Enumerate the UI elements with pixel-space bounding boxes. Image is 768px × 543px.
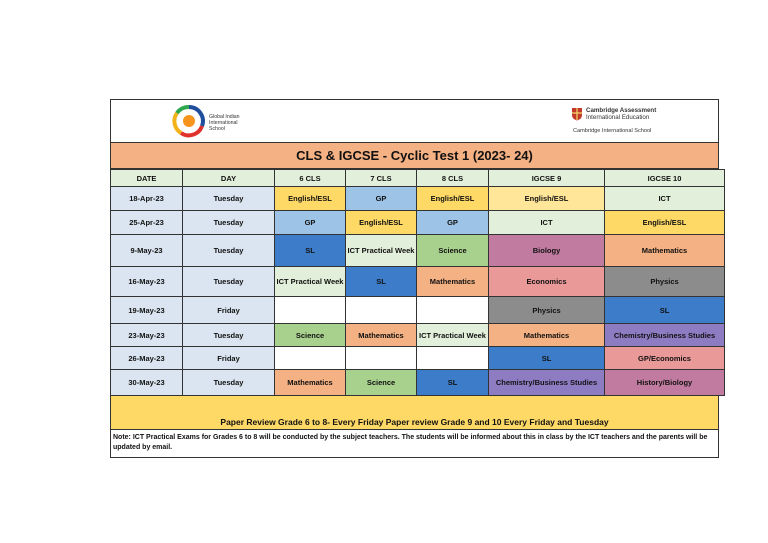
table-cell: Mathematics bbox=[275, 370, 346, 396]
school-name-line: Global Indian bbox=[209, 114, 240, 120]
table-cell: English/ESL bbox=[605, 211, 725, 235]
table-cell: ICT Practical Week bbox=[417, 324, 489, 347]
cambridge-line2: International Education bbox=[586, 114, 650, 121]
table-cell: SL bbox=[346, 267, 417, 297]
table-cell: GP/Economics bbox=[605, 347, 725, 370]
cambridge-shield-icon bbox=[571, 107, 583, 121]
table-cell: SL bbox=[489, 347, 605, 370]
column-header: 6 CLS bbox=[275, 170, 346, 187]
table-cell: GP bbox=[417, 211, 489, 235]
table-cell: Friday bbox=[183, 347, 275, 370]
table-cell: GP bbox=[275, 211, 346, 235]
table-row bbox=[111, 267, 725, 297]
table-cell: Tuesday bbox=[183, 211, 275, 235]
table-cell: 18-Apr-23 bbox=[111, 187, 183, 211]
table-cell: 30-May-23 bbox=[111, 370, 183, 396]
table-cell bbox=[346, 347, 417, 370]
table-cell: Mathematics bbox=[346, 324, 417, 347]
table-cell: History/Biology bbox=[605, 370, 725, 396]
table-cell: Biology bbox=[489, 235, 605, 267]
table-cell: SL bbox=[417, 370, 489, 396]
table-cell: Physics bbox=[489, 297, 605, 324]
table-row bbox=[111, 187, 725, 211]
timetable-body bbox=[111, 187, 725, 396]
table-cell: Tuesday bbox=[183, 235, 275, 267]
table-cell bbox=[275, 347, 346, 370]
table-cell: English/ESL bbox=[489, 187, 605, 211]
table-cell: Science bbox=[275, 324, 346, 347]
table-cell: Tuesday bbox=[183, 370, 275, 396]
table-cell: Science bbox=[346, 370, 417, 396]
table-cell: Mathematics bbox=[417, 267, 489, 297]
school-name bbox=[209, 115, 240, 132]
school-name-line: School bbox=[209, 125, 225, 132]
school-logo bbox=[171, 104, 281, 138]
table-cell: ICT bbox=[605, 187, 725, 211]
review-text: Paper Review Grade 6 to 8- Every Friday Paper review Grade 9 and 10 Every Friday and Tuesday bbox=[220, 417, 609, 427]
table-row bbox=[111, 297, 725, 324]
table-cell: GP bbox=[346, 187, 417, 211]
table-cell bbox=[417, 297, 489, 324]
timetable-sheet bbox=[110, 99, 719, 458]
table-cell: English/ESL bbox=[417, 187, 489, 211]
cambridge-line1: Cambridge Assessment bbox=[586, 107, 657, 114]
table-cell bbox=[417, 347, 489, 370]
table-cell: SL bbox=[605, 297, 725, 324]
column-header: 7 CLS bbox=[346, 170, 417, 187]
column-header: IGCSE 9 bbox=[489, 170, 605, 187]
table-cell: Friday bbox=[183, 297, 275, 324]
table-cell: Chemistry/Business Studies bbox=[489, 370, 605, 396]
table-cell: ICT bbox=[489, 211, 605, 235]
table-cell: SL bbox=[275, 235, 346, 267]
school-logo-icon bbox=[171, 104, 207, 138]
table-row bbox=[111, 347, 725, 370]
table-cell: Chemistry/Business Studies bbox=[605, 324, 725, 347]
timetable bbox=[110, 169, 725, 396]
column-header: DATE bbox=[111, 170, 183, 187]
table-cell: ICT Practical Week bbox=[275, 267, 346, 297]
table-cell: Tuesday bbox=[183, 324, 275, 347]
table-cell: 9-May-23 bbox=[111, 235, 183, 267]
table-cell: English/ESL bbox=[275, 187, 346, 211]
table-cell: Mathematics bbox=[605, 235, 725, 267]
table-cell bbox=[275, 297, 346, 324]
table-row bbox=[111, 324, 725, 347]
cambridge-logo bbox=[571, 105, 711, 137]
table-cell: ICT Practical Week bbox=[346, 235, 417, 267]
column-header: DAY bbox=[183, 170, 275, 187]
header-row bbox=[111, 170, 725, 187]
table-cell: 26-May-23 bbox=[111, 347, 183, 370]
column-header: 8 CLS bbox=[417, 170, 489, 187]
column-header: IGCSE 10 bbox=[605, 170, 725, 187]
table-cell: Physics bbox=[605, 267, 725, 297]
table-cell bbox=[346, 297, 417, 324]
table-cell: English/ESL bbox=[346, 211, 417, 235]
table-cell: 23-May-23 bbox=[111, 324, 183, 347]
page-title: CLS & IGCSE - Cyclic Test 1 (2023- 24) bbox=[110, 142, 719, 169]
table-cell: Tuesday bbox=[183, 187, 275, 211]
table-cell: Science bbox=[417, 235, 489, 267]
table-cell: Economics bbox=[489, 267, 605, 297]
table-row bbox=[111, 211, 725, 235]
table-cell: 16-May-23 bbox=[111, 267, 183, 297]
school-name-line: International bbox=[209, 119, 238, 126]
table-cell: Mathematics bbox=[489, 324, 605, 347]
table-cell: 25-Apr-23 bbox=[111, 211, 183, 235]
table-row bbox=[111, 370, 725, 396]
cambridge-line3: Cambridge International School bbox=[573, 128, 652, 134]
review-banner bbox=[110, 396, 719, 430]
note-text: Note: ICT Practical Exams for Grades 6 to 8 will be conducted by the subject teachers. The students will be informed about this in class by the ICT teachers and the parents will be updated by email. bbox=[110, 430, 719, 458]
table-row bbox=[111, 235, 725, 267]
logo-header bbox=[110, 99, 719, 142]
table-cell: 19-May-23 bbox=[111, 297, 183, 324]
table-cell: Tuesday bbox=[183, 267, 275, 297]
